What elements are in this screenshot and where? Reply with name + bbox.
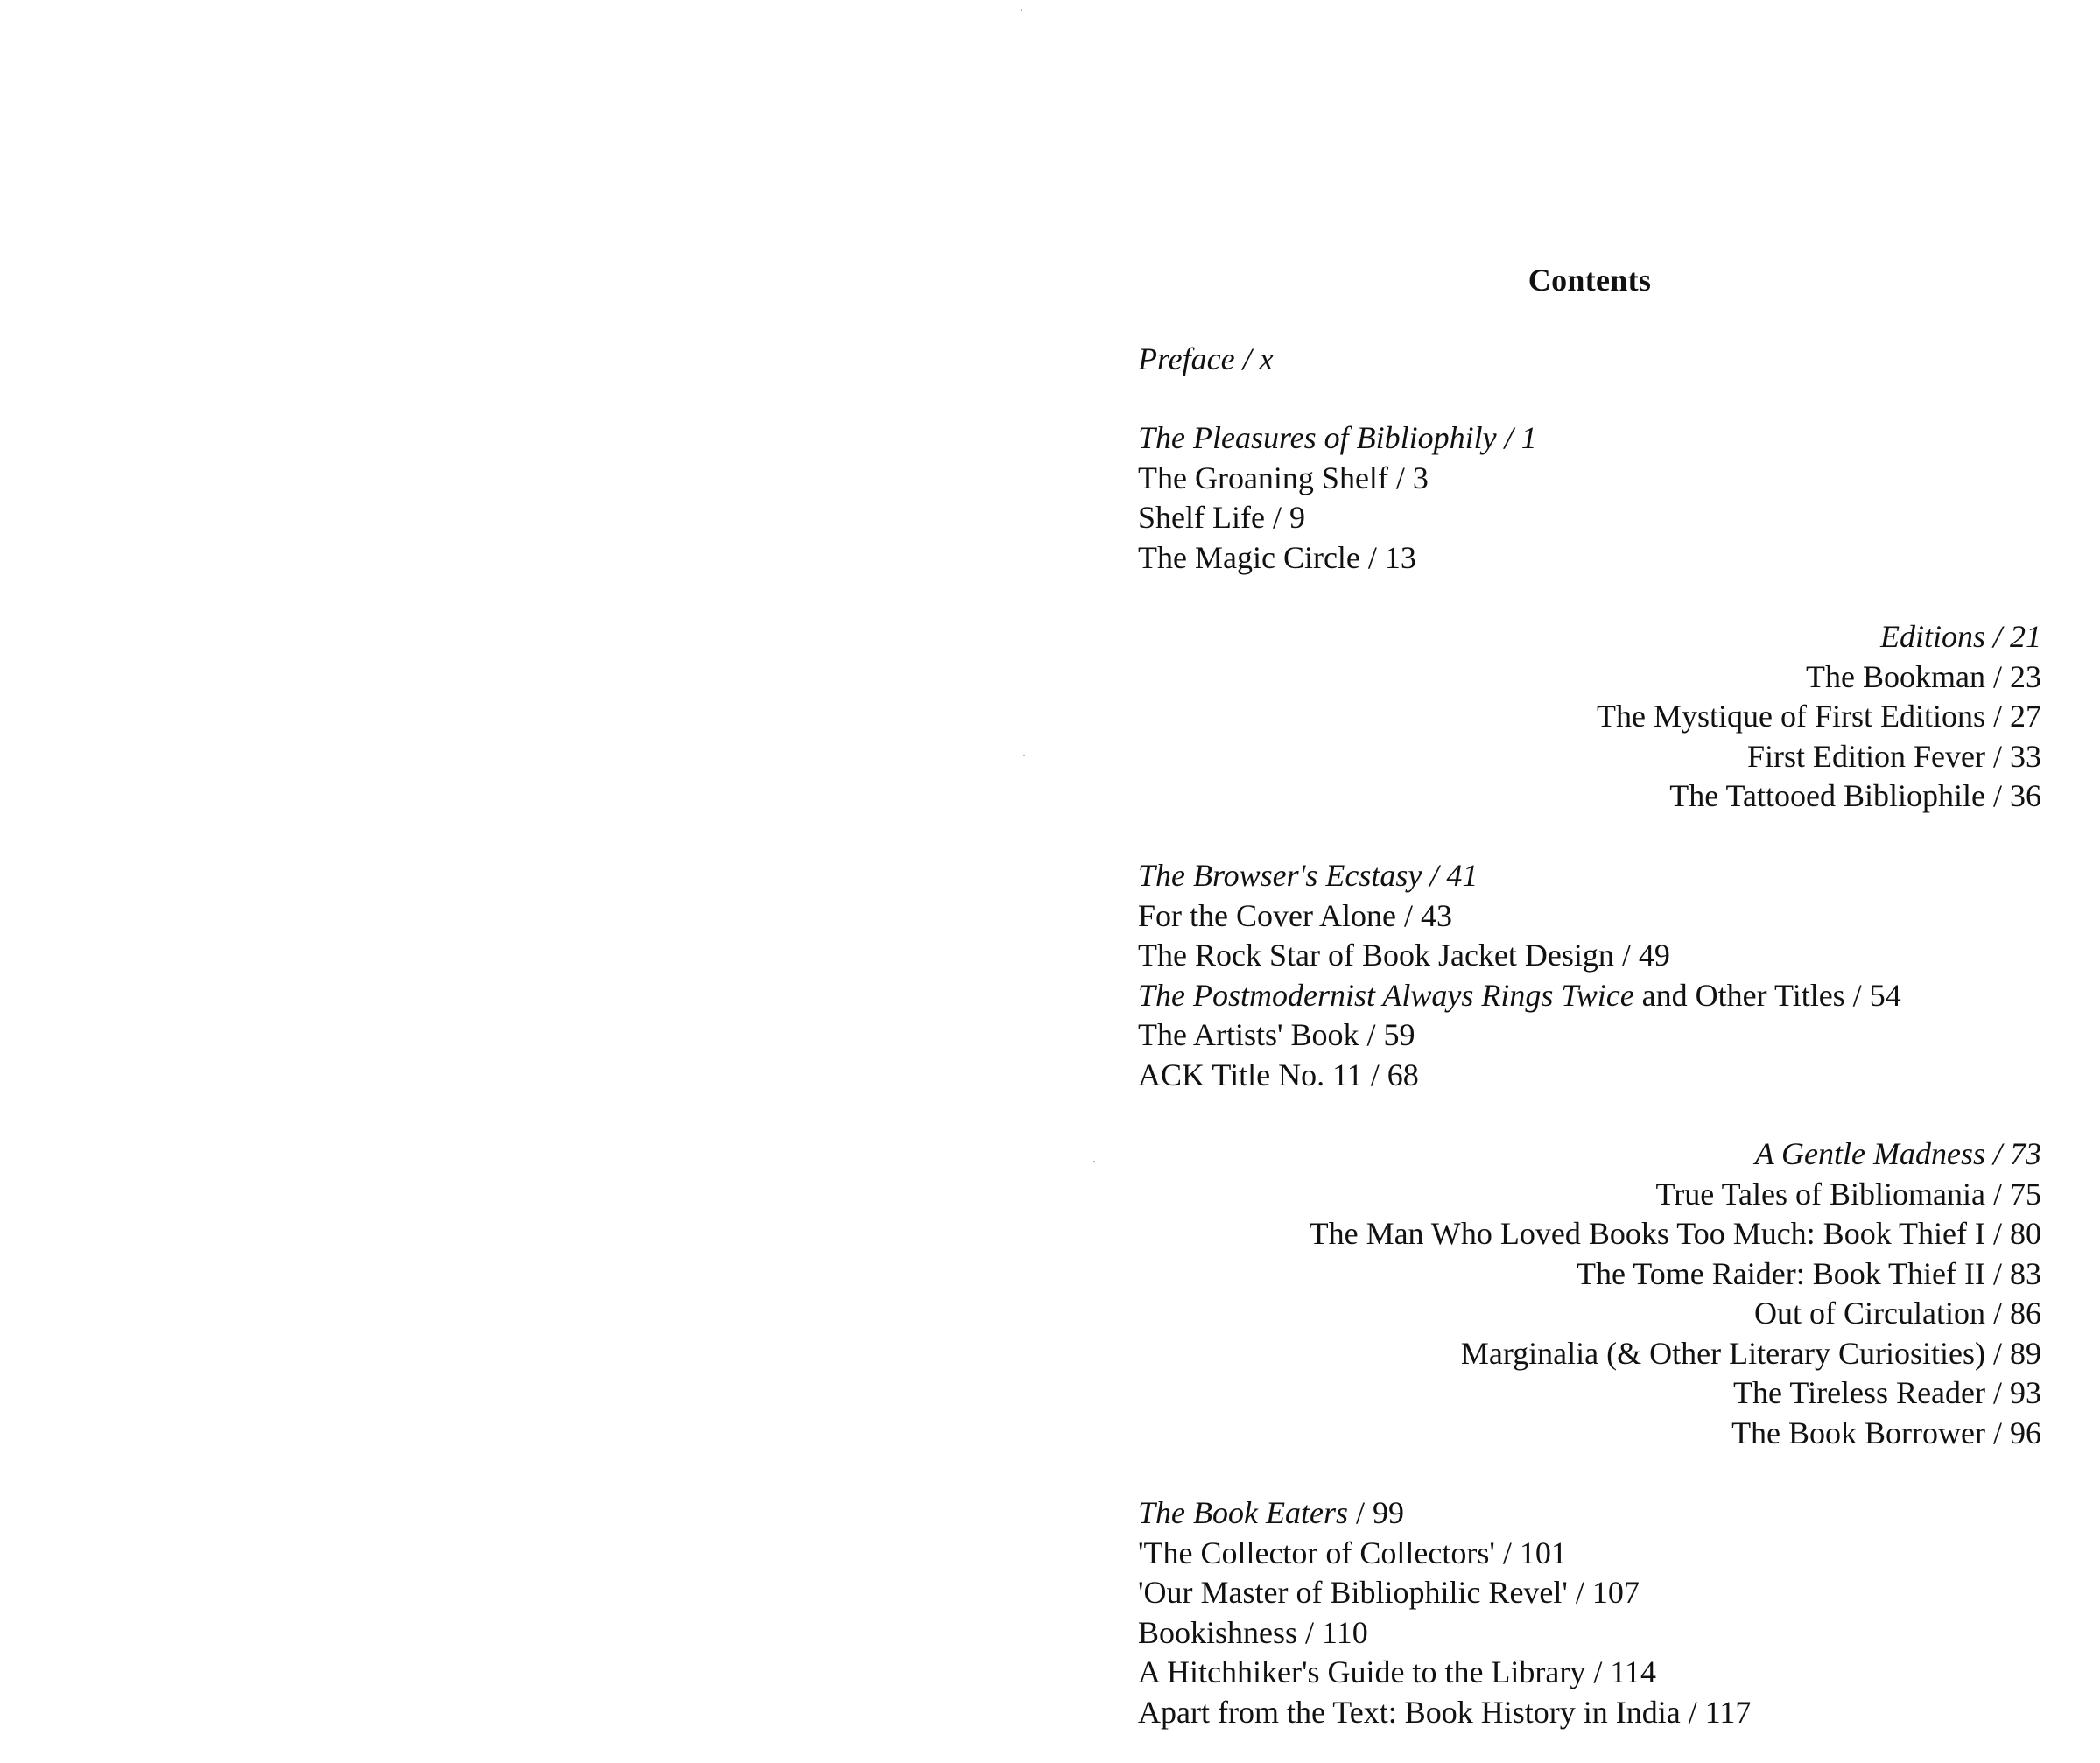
toc-entry-text: Bookishness / 110 [1138, 1614, 1368, 1650]
toc-entry [1138, 1693, 2041, 1733]
toc-entry-text: Marginalia (& Other Literary Curiosities) / 89 [1460, 1335, 2041, 1371]
toc-section [1138, 1493, 2041, 1732]
toc-section [1138, 340, 2041, 380]
toc-entry-text: The Bookman / 23 [1806, 658, 2041, 694]
toc-entry-text: The Magic Circle / 13 [1138, 539, 1416, 575]
toc-entry [1138, 737, 2041, 777]
toc-entry [1138, 856, 2041, 896]
page-title: Contents [1528, 263, 1652, 298]
toc-entry [1138, 1056, 2041, 1096]
toc-entry-italic-text: The Browser's Ecstasy / 41 [1138, 858, 1478, 893]
toc-entry [1138, 1254, 2041, 1295]
toc-entry [1138, 776, 2041, 817]
toc-entry-italic-text: The Pleasures of Bibliophily / 1 [1138, 420, 1537, 455]
toc-entry-text: ACK Title No. 11 / 68 [1138, 1057, 1419, 1092]
toc-entry-italic-text: The Postmodernist Always Rings Twice [1138, 977, 1634, 1013]
toc-entry [1138, 1534, 2041, 1574]
toc-entry [1138, 936, 2041, 976]
toc-section [1138, 617, 2041, 817]
toc-entry-text: The Tireless Reader / 93 [1733, 1375, 2041, 1410]
toc-entry-text: Out of Circulation / 86 [1754, 1296, 2041, 1331]
toc-entry-text: For the Cover Alone / 43 [1138, 897, 1452, 933]
toc-entry-text: The Artists' Book / 59 [1138, 1017, 1415, 1052]
toc-entry-text: 'Our Master of Bibliophilic Revel' / 107 [1138, 1575, 1640, 1610]
toc-section [1138, 418, 2041, 578]
toc-entry [1138, 976, 2041, 1016]
toc-entry [1138, 697, 2041, 737]
toc-entry [1138, 340, 2041, 380]
toc-entry [1138, 1294, 2041, 1334]
toc-entry [1138, 1653, 2041, 1693]
toc-entry [1138, 657, 2041, 698]
toc-entry-text: The Rock Star of Book Jacket Design / 49 [1138, 938, 1670, 973]
contents-page [1138, 0, 2041, 1763]
scan-speck [1023, 755, 1025, 756]
toc-entry-text: Shelf Life / 9 [1138, 500, 1305, 535]
toc-entry [1138, 1493, 2041, 1534]
toc-section [1138, 856, 2041, 1095]
toc-entry-italic-text: A Gentle Madness / 73 [1754, 1136, 2041, 1171]
toc-entry [1138, 617, 2041, 657]
toc-entry [1138, 896, 2041, 937]
toc-entry [1138, 459, 2041, 499]
toc-entry-text: The Groaning Shelf / 3 [1138, 460, 1429, 495]
toc-entry-italic-text: Preface / x [1138, 341, 1274, 376]
scan-speck [1021, 9, 1022, 11]
toc-entry [1138, 1373, 2041, 1414]
toc-entry-text: / 99 [1347, 1495, 1404, 1530]
toc-entry-text: The Mystique of First Editions / 27 [1597, 699, 2041, 734]
toc-entry [1138, 1214, 2041, 1254]
toc-entry [1138, 1414, 2041, 1454]
toc-entry [1138, 498, 2041, 538]
toc-entry-text: 'The Collector of Collectors' / 101 [1138, 1535, 1567, 1570]
toc-entry [1138, 1613, 2041, 1654]
toc-entry-text: and Other Titles / 54 [1633, 977, 1901, 1013]
toc-entry [1138, 1134, 2041, 1175]
scan-speck [1093, 1161, 1095, 1162]
toc-entry [1138, 1175, 2041, 1215]
toc-section [1138, 1134, 2041, 1453]
toc-entry [1138, 1573, 2041, 1613]
toc-entry-italic-text: The Book Eaters [1138, 1495, 1348, 1530]
toc-entry-text: First Edition Fever / 33 [1747, 738, 2041, 774]
toc-entry-italic-text: Editions / 21 [1879, 619, 2041, 654]
toc-entry-text: A Hitchhiker's Guide to the Library / 114 [1138, 1654, 1657, 1689]
toc-entry [1138, 1334, 2041, 1374]
toc-entry-text: The Tome Raider: Book Thief II / 83 [1576, 1255, 2041, 1291]
toc-entry-text: The Book Borrower / 96 [1731, 1415, 2041, 1450]
toc-entry [1138, 538, 2041, 579]
toc-entry-text: Apart from the Text: Book History in India / 117 [1138, 1694, 1752, 1730]
toc-entry-text: The Tattooed Bibliophile / 36 [1669, 778, 2041, 813]
toc-entry [1138, 1015, 2041, 1056]
toc-entry [1138, 418, 2041, 459]
toc-entry-text: True Tales of Bibliomania / 75 [1655, 1176, 2041, 1212]
toc-entry-text: The Man Who Loved Books Too Much: Book Thief I / 80 [1309, 1216, 2041, 1251]
